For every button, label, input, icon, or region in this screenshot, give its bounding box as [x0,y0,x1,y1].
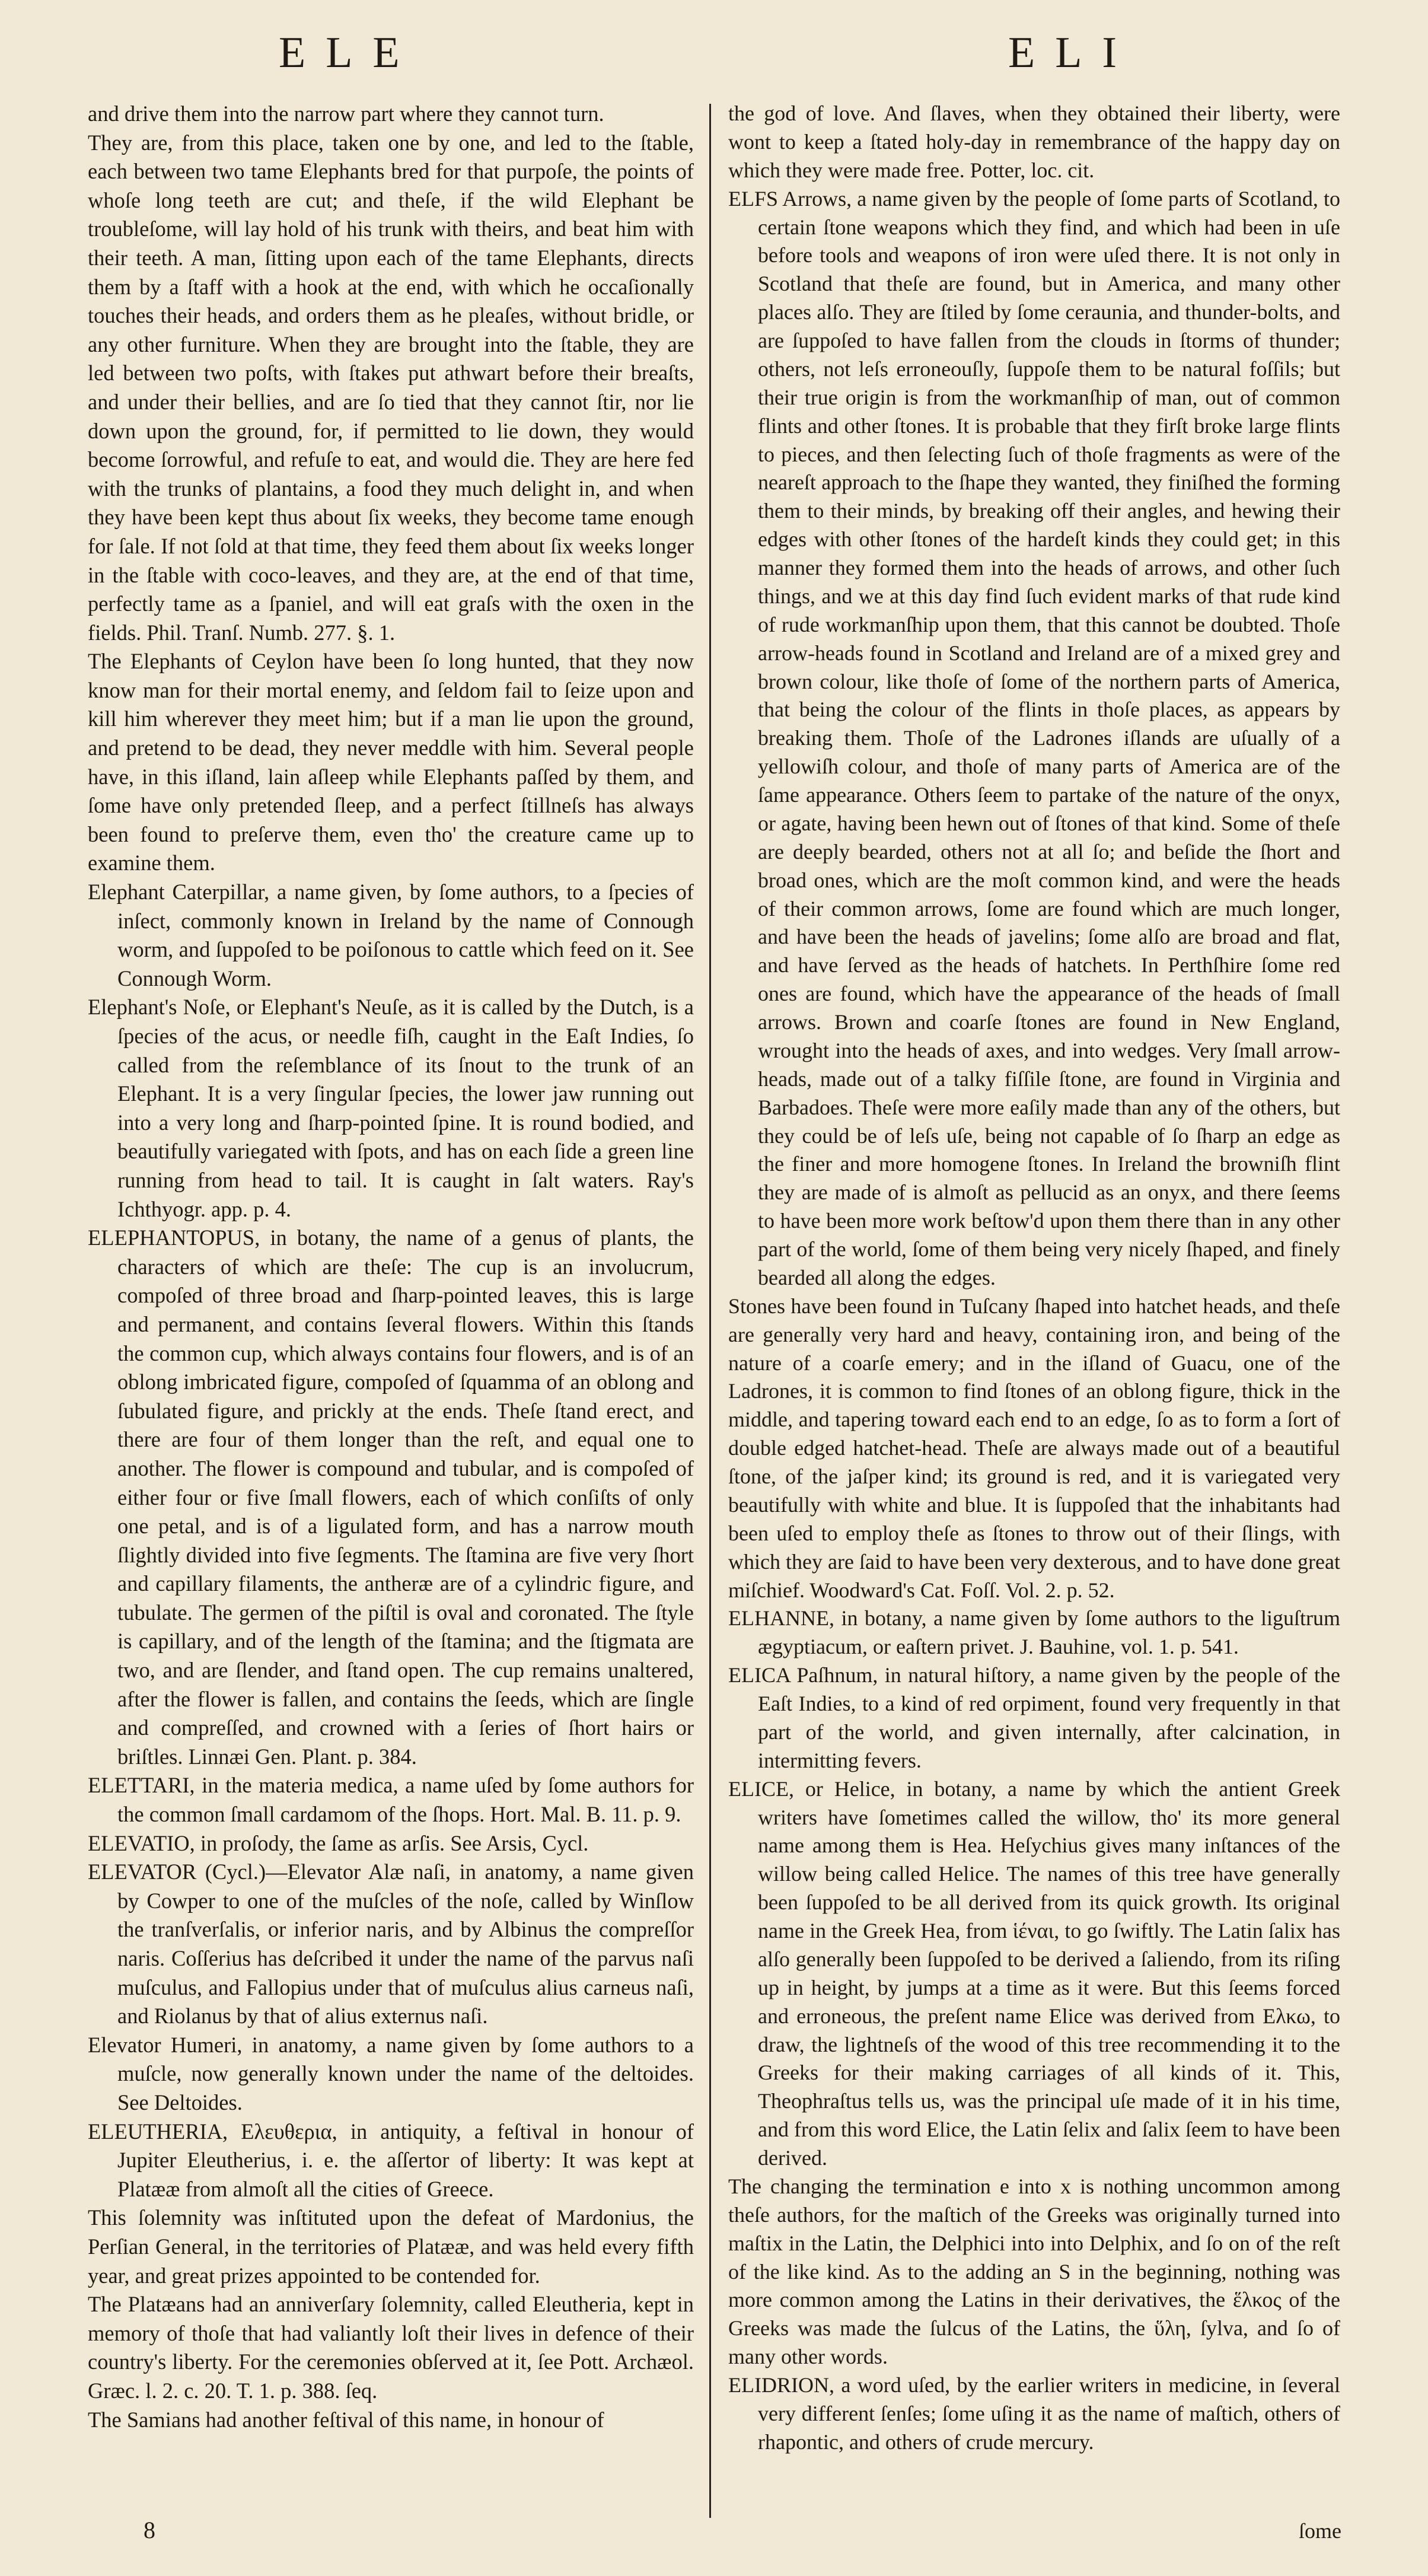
left-entry-6: ELETTARI, in the materia medica, a name uſed by ſome authors for the common ſmall cardamom of the ſhops. Hort. Mal. B. 11. p. 9. [88,1773,694,1827]
left-entry-5: ELEPHANTOPUS, in botany, the name of a genus of plants, the characters of which are theſe: The cup is an involucrum, compoſed of three broad and ſharp-pointed leaves, this is large and permanent, and contains ſeveral flowers. Within this ſtands the common cup, which always contains four flowers, and is of an oblong imbricated figure, compoſed of ſquamma of an oblong and ſubulated figure, and prickly at the ends. Theſe ſtand erect, and there are four of them longer than the reſt, and equal one to another. The flower is compound and tubular, and is compoſed of either four or five ſmall flowers, each of which conſiſts of only one petal, and is of a ligulated form, and has a narrow mouth ſlightly divided into five ſegments. The ſtamina are five very ſhort and capillary filaments, the antheræ are of a cylindric figure, and tubulate. The germen of the piſtil is oval and coronated. The ſtyle is capillary, and of the length of the ſtamina; and the ſtigmata are two, and are ſlender, and ſtand open. The cup remains unaltered, after the flower is fallen, and contains the ſeeds, which are ſingle and compreſſed, and crowned with a ſeries of ſhort hairs or briſtles. Linnæi Gen. Plant. p. 384. [88,1225,694,1769]
left-entry-12: The Platæans had an anniverſary ſolemnity, called Eleutheria, kept in memory of thoſe that had valiantly loſt their lives in defence of their country's liberty. For the ceremonies obſerved at it, ſee Pott. Archæol. Græc. l. 2. c. 20. T. 1. p. 388. ſeq. [88,2292,694,2403]
running-head-left: ELE [279,28,420,77]
right-entry-0: the god of love. And ſlaves, when they obtained their liberty, were wont to keep a ſtated holy-day in remembrance of the happy day on which they were made free. Potter, loc. cit. [728,101,1340,182]
right-entry-1: ELFS Arrows, a name given by the people of ſome parts of Scotland, to certain ſtone weapons which they find, and which had been in uſe before tools and weapons of iron were uſed there. It is not only in Scotland that theſe are found, but in America, and many other places alſo. They are ſtiled by ſome ceraunia, and thunder-bolts, and are ſuppoſed to have fallen from the clouds in ſtorms of thunder; others, not leſs erroneouſly, ſuppoſe them to be natural foſſils; but their true origin is from the workmanſhip of man, out of common flints and other ſtones. It is probable that they firſt broke large flints to pieces, and then ſelecting ſuch of thoſe fragments as were of the neareſt approach to the ſhape they wanted, they finiſhed the forming them to their minds, by breaking off their angles, and hewing their edges with other ſtones of the hardeſt kinds they could get; in this manner they formed them into the heads of arrows, and other ſuch things, and we at this day find ſuch evident marks of that rude kind of rude workmanſhip upon them, that this cannot be doubted. Thoſe arrow-heads found in Scotland and Ireland are of a mixed grey and brown colour, like thoſe of ſome of the northern parts of America, that being the colour of the flints in thoſe places, as appears by breaking them. Thoſe of the Ladrones iſlands are uſually of a yellowiſh colour, and thoſe of many parts of America are of the ſame appearance. Others ſeem to partake of the nature of the onyx, or agate, having been hewn out of ſtones of that kind. Some of theſe are deeply bearded, others not at all ſo; and beſide the ſhort and broad ones, which are the moſt common kind, and were the heads of their common arrows, ſome are found which are much longer, and have been the heads of javelins; ſome alſo are broad and flat, and have ſerved as the heads of hatchets. In Perthſhire ſome red ones are found, which have the appearance of the heads of ſmall arrows. Brown and coarſe ſtones are found in New England, wrought into the heads of axes, and into wedges. Very ſmall arrow-heads, made out of a talky fiſſile ſtone, are found in Virginia and Barbadoes. Theſe were more eaſily made than any of the others, but they could be of leſs uſe, being not capable of ſo ſharp an edge as the finer and more homogene ſtones. In Ireland the browniſh flint they are made of is almoſt as pellucid as an onyx, and there ſeems to have been more work beſtow'd upon them there than in any other part of the world, ſome of them being very nicely ſhaped, and finely bearded all along the edges. [728,186,1340,1289]
left-entry-1: They are, from this place, taken one by one, and led to the ſtable, each between two tame Elephants bred for that purpoſe, the points of whoſe long teeth are cut; and theſe, if the wild Elephant be troubleſome, will lay hold of his trunk with theirs, and beat him with their teeth. A man, ſitting upon each of the tame Elephants, directs them by a ſtaff with a hook at the end, with which he occaſionally touches their heads, and orders them as he pleaſes, without bridle, or any other furniture. When they are brought into the ſtable, they are led between two poſts, with ſtakes put athwart before their breaſts, and under their bellies, and are ſo tied that they cannot ſtir, nor lie down upon the ground, for, if permitted to lie down, they would become ſorrowful, and refuſe to eat, and would die. They are here fed with the trunks of plantains, a food they much delight in, and when they have been kept thus about ſix weeks, they become tame enough for ſale. If not ſold at that time, they feed them about ſix weeks longer in the ſtable with coco-leaves, and they are, at the end of that time, perfectly tame as a ſpaniel, and will eat graſs with the oxen in the fields. Phil. Tranſ. Numb. 277. §. 1. [88,130,694,645]
left-entry-9: Elevator Humeri, in anatomy, a name given by ſome authors to a muſcle, now generally known under the name of the deltoides. See Deltoides. [88,2032,694,2115]
right-column [728,100,1340,2457]
left-entry-13: The Samians had another feſtival of this name, in honour of [88,2407,604,2432]
catchword: ſome [1299,2519,1341,2543]
left-entry-3: Elephant Caterpillar, a name given, by ſome authors, to a ſpecies of inſect, commonly known in Ireland by the name of Connough worm, and ſuppoſed to be poiſonous to cattle which feed on it. See Connough Worm. [88,880,694,991]
left-entry-4: Elephant's Noſe, or Elephant's Neuſe, as it is called by the Dutch, is a ſpecies of the acus, or needle fiſh, caught in the Eaſt Indies, ſo called from the reſemblance of its ſnout to the trunk of an Elephant. It is a very ſingular ſpecies, the lower jaw running out into a very long and ſharp-pointed ſpine. It is round bodied, and beautifully variegated with ſpots, and has on each ſide a green line running from head to tail. It is caught in ſalt waters. Ray's Ichthyogr. app. p. 4. [88,995,694,1221]
left-column [88,100,694,2434]
right-entry-2: Stones have been found in Tuſcany ſhaped into hatchet heads, and theſe are generally very hard and heavy, containing iron, and being of the nature of a coarſe emery; and in the iſland of Guacu, one of the Ladrones, it is common to find ſtones of an oblong figure, thick in the middle, and tapering toward each end to an edge, ſo as to form a ſort of double edged hatchet-head. Theſe are always made out of a beautiful ſtone, of the jaſper kind; its ground is red, and it is variegated very beautifully with white and blue. It is ſuppoſed that the inhabitants had been uſed to employ theſe as ſtones to throw out of their ſlings, with which they are ſaid to have been very dexterous, and to have done great miſchief. Woodward's Cat. Foſſ. Vol. 2. p. 52. [728,1294,1340,1602]
right-entry-7: ELIDRION, a word uſed, by the earlier writers in medicine, in ſeveral very different ſenſes; ſome uſing it as the name of maſtich, others of rhapontic, and others of crude mercury. [728,2373,1340,2454]
right-entry-6: The changing the termination e into x is nothing uncommon among theſe authors, for the maſtich of the Greeks was originally turned into maſtix in the Latin, the Delphici into into Delphix, and ſo on of the reſt of the like kind. As to the adding an S in the beginning, nothing was more common among the Latins in their derivatives, the ἕλκος of the Greeks was made the ſulcus of the Latins, the ὕλη, ſylva, and ſo of many other words. [728,2174,1340,2369]
column-divider [709,104,711,2518]
left-entry-0: and drive them into the narrow part where they cannot turn. [88,101,604,126]
left-entry-11: This ſolemnity was inſtituted upon the defeat of Mardonius, the Perſian General, in the territories of Platææ, and was held every fifth year, and great prizes appointed to be contended for. [88,2205,694,2288]
left-entry-2: The Elephants of Ceylon have been ſo long hunted, that they now know man for their mortal enemy, and ſeldom fail to ſeize upon and kill him wherever they meet him; but if a man lie upon the ground, and pretend to be dead, they never meddle with him. Several people have, in this iſland, lain aſleep while Elephants paſſed by them, and ſome have only pretended ſleep, and a perfect ſtillneſs has always been found to preſerve them, even tho' the creature came up to examine them. [88,649,694,875]
page-number: 8 [144,2517,155,2543]
left-entry-8: ELEVATOR (Cycl.)—Elevator Alæ naſi, in anatomy, a name given by Cowper to one of the muſcles of the noſe, called by Winſlow the tranſverſalis, or inferior naris, and by Albinus the compreſſor naris. Coſſerius has deſcribed it under the name of the parvus naſi muſculus, and Fallopius under that of muſculus alius carneus naſi, and Riolanus by that of alius externus naſi. [88,1859,694,2029]
running-head-right: ELI [1008,28,1137,77]
left-entry-10: ELEUTHERIA, Ελευθερια, in antiquity, a feſtival in honour of Jupiter Eleutherius, i. e. the aſſertor of liberty: It was kept at Platææ from almoſt all the cities of Greece. [88,2119,694,2201]
right-entry-4: ELICA Paſhnum, in natural hiſtory, a name given by the people of the Eaſt Indies, to a kind of red orpiment, found very frequently in that part of the world, and given internally, after calcination, in intermitting fevers. [728,1663,1340,1772]
right-entry-5: ELICE, or Helice, in botany, a name by which the antient Greek writers have ſometimes called the willow, tho' its more general name among them is Hea. Heſychius gives many inſtances of the willow being called Helice. The names of this tree have generally been ſuppoſed to be all derived from its quick growth. Its original name in the Greek Hea, from ἱέναι, to go ſwiftly. The Latin ſalix has alſo generally been ſuppoſed to be derived a ſaliendo, from its riſing up in height, by jumps at a time as it were. But this ſeems forced and erroneous, the preſent name Elice was derived from Ελκω, to draw, the lightneſs of the wood of this tree recommending it to the Greeks for their making carriages of all kinds of it. This, Theophraſtus tells us, was the principal uſe made of it in his time, and from this word Elice, the Latin ſelix and ſalix ſeem to have been derived. [728,1776,1340,2170]
right-entry-3: ELHANNE, in botany, a name given by ſome authors to the liguſtrum ægyptiacum, or eaſtern privet. J. Bauhine, vol. 1. p. 541. [728,1606,1340,1659]
left-entry-7: ELEVATIO, in proſody, the ſame as arſis. See Arsis, Cycl. [88,1830,589,1855]
